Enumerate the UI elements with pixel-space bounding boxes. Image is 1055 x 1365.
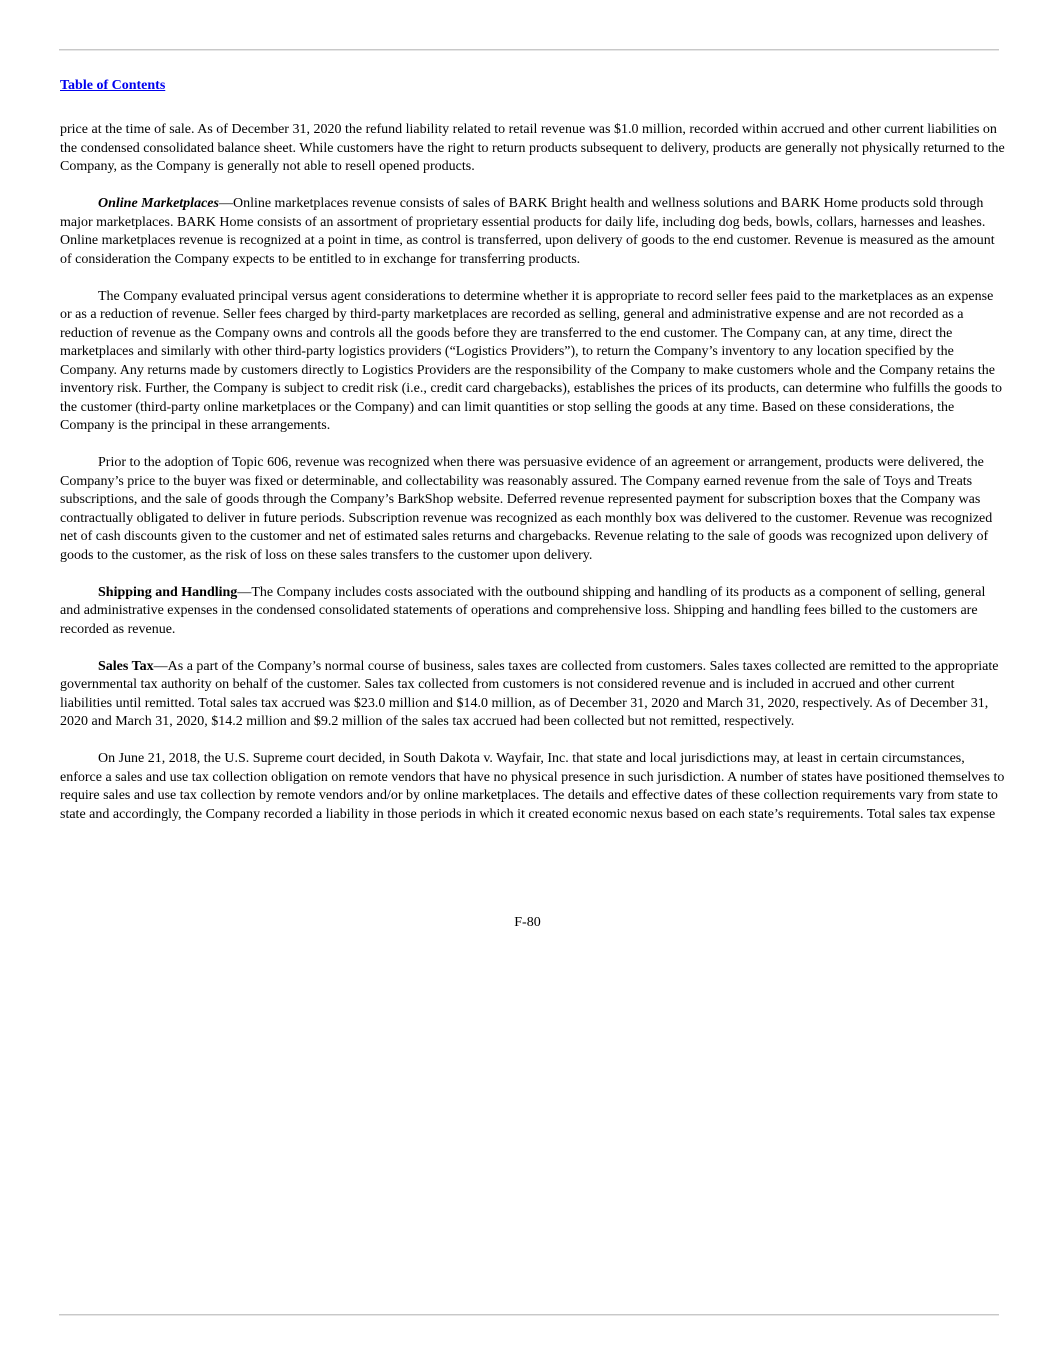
- bottom-divider: [59, 1314, 999, 1315]
- shipping-handling-heading: Shipping and Handling: [98, 584, 238, 600]
- online-marketplaces-text: —Online marketplaces revenue consists of sales of BARK Bright health and wellness solutions and BARK Home products sold through major marketplaces. BARK Home consists of an assortment of proprietary essential products for daily life, including dog beds, bowls, collars, harnesses and leashes. Online marketplaces revenue is recognized at a point in time, as control is transferred, upon delivery of goods to the end customer. Revenue is measured as the amount of consideration the Company expects to be entitled to in exchange for transferring products.: [60, 196, 995, 267]
- shipping-handling-text: —The Company includes costs associated with the outbound shipping and handling of its products as a component of selling, general and administrative expenses in the condensed consolidated statements of operations and comprehensive loss. Shipping and handling fees billed to the customers are recorded as revenue.: [60, 584, 986, 637]
- paragraph-wayfair: On June 21, 2018, the U.S. Supreme court decided, in South Dakota v. Wayfair, Inc. that state and local jurisdictions may, at least in certain circumstances, enforce a sales and use tax collection obligation on remote vendors that have no physical presence in such jurisdiction. A number of states have positioned themselves to require sales and use tax collection by remote vendors and/or by online marketplaces. The details and effective dates of these collection requirements vary from state to state and accordingly, the Company recorded a liability in those periods in which it created economic nexus based on each state’s requirements. Total sales tax expense: [60, 751, 1005, 822]
- sales-tax-heading: Sales Tax: [98, 658, 154, 674]
- page-number: F-80: [514, 915, 541, 930]
- table-of-contents-link[interactable]: Table of Contents: [60, 78, 166, 93]
- paragraph-shipping-handling: [60, 584, 1005, 640]
- top-divider: [59, 49, 999, 50]
- paragraph-sales-tax: [60, 658, 1005, 732]
- paragraph-topic-606: Prior to the adoption of Topic 606, revenue was recognized when there was persuasive evidence of an agreement or arrangement, products were delivered, the Company’s price to the buyer was fixed or determinable, and collectability was reasonably assured. The Company earned revenue from the sale of Toys and Treats subscriptions, and the sale of goods through the Company’s BarkShop website. Deferred revenue represented payment for subscription boxes that the Company was contractually obligated to deliver in future periods. Subscription revenue was recognized as each monthly box was delivered to the customer. Revenue was recognized net of cash discounts given to the customer and net of estimated sales returns and chargebacks. Revenue relating to the sale of goods was recognized upon delivery of goods to the customer, as the risk of loss on these sales transfers to the customer upon delivery.: [60, 455, 993, 563]
- paragraph-principal-vs-agent: The Company evaluated principal versus agent considerations to determine whether it is appropriate to record seller fees paid to the marketplaces as an expense or as a reduction of revenue. Seller fees charged by third-party marketplaces are recorded as selling, general and administrative expense and are not recorded as a reduction of revenue as the Company owns and controls all the goods before they are transferred to the end customer. The Company can, at any time, direct the marketplaces and similarly with other third-party logistics providers (“Logistics Providers”), to return the Company’s inventory to any location specified by the Company. Any returns made by customers directly to Logistics Providers are the responsibility of the Company to make customers whole and the Company retains the inventory risk. Further, the Company is subject to credit risk (i.e., credit card chargebacks), establishes the prices of its products, can determine who fulfills the goods to the customer (third-party online marketplaces or the Company) and can limit quantities or stop selling the goods at any time. Based on these considerations, the Company is the principal in these arrangements.: [60, 288, 1002, 433]
- online-marketplaces-heading: Online Marketplaces: [98, 196, 219, 211]
- paragraph-refund-liability: price at the time of sale. As of December 31, 2020 the refund liability related to retail revenue was $1.0 million, recorded within accrued and other current liabilities on the condensed consolidated balance sheet. While customers have the right to return products subsequent to delivery, products are generally not physically returned to the Company, as the Company is generally not able to resell opened products.: [60, 122, 1005, 174]
- paragraph-online-marketplaces: [60, 195, 1005, 269]
- document-body: [60, 121, 1005, 843]
- sales-tax-text: —As a part of the Company’s normal course of business, sales taxes are collected from customers. Sales taxes collected are remitted to the appropriate governmental tax authority on behalf of the customer. Sales tax collected from customers is not considered revenue and is included in accrued and other current liabilities until remitted. Total sales tax accrued was $23.0 million and $14.0 million, as of December 31, 2020 and March 31, 2020, respectively. As of December 31, 2020 and March 31, 2020, $14.2 million and $9.2 million of the sales tax accrued had been collected but not remitted, respectively.: [60, 658, 999, 729]
